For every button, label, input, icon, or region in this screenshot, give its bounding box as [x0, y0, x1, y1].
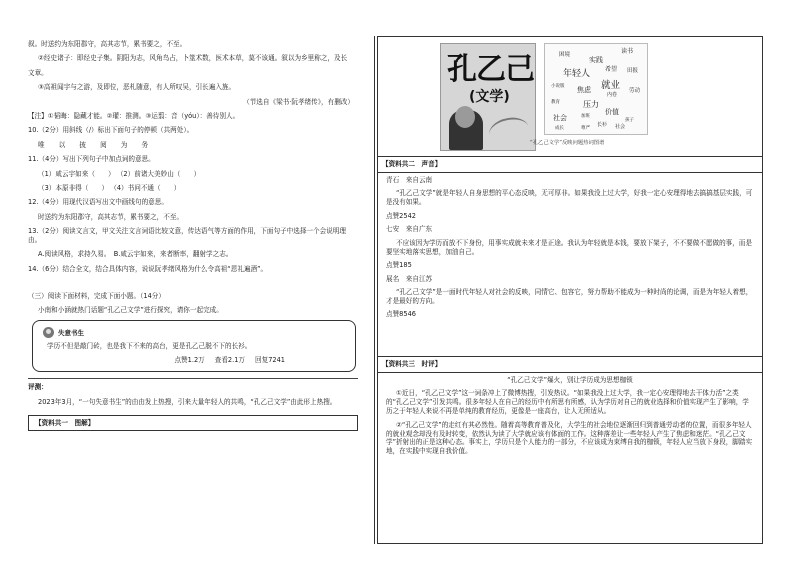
part-3-heading: （三）阅读下面材料，完成下面小题。（14分）	[28, 291, 165, 300]
social-post-card	[32, 320, 356, 372]
commentary-paragraph: ②“孔乙己文学”的走红有其必然性。随着高等教育普及化，大学生的社会地位逐渐回归到普通劳动者的位置，而很多年轻人的就业观念却没有及时转变，依然认为读了大学就应该有体面的工作。这种落差让一些年轻人产生了焦虑和迷茫。“孔乙己文学”折射出的正是这种心态。事实上，学历只是个人能力的一部分，不应该成为束缚自我的枷锁，年轻人应当放下身段，脚踏实地，在实践中实现自我价值。	[386, 420, 753, 456]
commentary	[378, 373, 762, 464]
word-cloud-term: 孩子	[625, 118, 634, 123]
word-cloud-term: 读书	[621, 48, 634, 55]
question-11-d: （4）书问不通（ ）	[110, 183, 181, 192]
question-12-text: 时送约为东阳郡守，高其志节，累书要之，不至。	[38, 212, 184, 221]
material-3-label: 【资料共三 时评】	[378, 357, 762, 373]
scribble-decoration	[487, 114, 532, 148]
question-10: 10.（2分）用斜线（/）标出下面句子的停顿（共两处）。	[28, 126, 194, 135]
word-cloud-term: 压力	[583, 100, 599, 109]
word-cloud	[544, 43, 648, 135]
post-username: 失意书生	[58, 328, 84, 337]
word-cloud-term: 田报	[627, 68, 639, 74]
word-cloud-term: 长衫	[597, 122, 608, 128]
material-1-label: 【资料共一 图解】	[28, 415, 358, 431]
comment-box	[28, 378, 358, 406]
figure-area	[378, 37, 762, 157]
question-11-a: （1）咸云宇如来（ ）	[38, 169, 115, 178]
voice-text: 不应该因为学历而放不下身份，用事实成就未来才是正途。我认为年轻就是本钱，要放下架子，不不要做不愿做的事，而是要坚实地落实思想，加油自己。	[386, 238, 753, 256]
left-column	[28, 40, 358, 431]
word-cloud-term: 教育	[551, 100, 560, 105]
word-cloud-term: 尊严	[581, 126, 590, 131]
material-3	[378, 357, 762, 464]
word-cloud-caption: “孔乙己文学”反映问题热词图谱	[530, 140, 605, 146]
word-cloud-term: 社会	[615, 124, 626, 130]
word-cloud-term: 小说版	[551, 84, 565, 89]
word-cloud-term: 内卷	[607, 92, 618, 98]
word-cloud-term: 年轻人	[563, 69, 591, 79]
material-2	[378, 157, 762, 357]
passage-line: ③高祖闻宇与之游，及即位，恶札随意，有人所叹吴，引长遍入旌。	[38, 83, 236, 92]
post-header	[43, 327, 345, 338]
question-11-items	[28, 184, 358, 193]
right-column	[377, 36, 763, 544]
voice-author: 青石 来自云南	[386, 175, 433, 184]
annotation-note: 【注】①韬晦：隐藏才能。②瓘：推测。③运翦：音（yóu）：善待别人。	[28, 111, 240, 120]
word-cloud-term: 加班	[581, 114, 590, 119]
comment-text: 2023年3月，“一句失意书生”的由由发上热搜，引来大量年轻人的共鸣，“孔乙己文学”由此形上热搜。	[38, 397, 337, 406]
passage-line: ②经史诸子：即经史子集。阴阳为志，风角鸟占，卜筮术数，医术本草，莫不该通。叙以为乡里称之，及长	[38, 54, 348, 63]
passage-source: （节选自《梁书·阮孝绪传》，有删改）	[243, 97, 354, 106]
word-cloud-term: 社会	[553, 114, 567, 122]
likes-count: 点赞1.2万	[174, 356, 205, 365]
question-13: 13.（2分）阅读文言文，甲文关注文言词语比较文意，传达语气等方面的作用，下面句子中选择一个会说明理由。	[28, 227, 346, 244]
passage-line: 叙。时送约为东阳郡守，高其志节，累书要之，不至。	[28, 40, 187, 48]
column-divider	[374, 36, 375, 544]
book-cover-image	[440, 43, 536, 151]
question-11: 11.（4分）写出下列句子中加点词的意思。	[28, 155, 155, 164]
portrait-face	[455, 106, 475, 128]
voice-likes: 点赞8546	[386, 310, 416, 319]
views-count: 查看2.1万	[214, 356, 246, 365]
replies-count: 回复7241	[255, 356, 285, 365]
word-cloud-term: 成长	[555, 126, 564, 131]
question-11-items	[28, 170, 358, 179]
question-14: 14.（6分）结合全文，结合具体内容，说说阮孝绪风格为什么令高祖“恩礼遍酒”。	[28, 264, 268, 273]
material-2-label: 【资料共二 声音】	[378, 157, 762, 173]
word-cloud-term: 价值	[605, 108, 619, 116]
voice-author: 七安 来自广东	[386, 225, 433, 234]
word-cloud-term: 困境	[559, 52, 571, 58]
cover-title: 孔乙己	[447, 52, 534, 87]
voice-likes: 点赞185	[386, 261, 412, 270]
comment-label: 评测：	[28, 383, 48, 392]
voices-list	[378, 173, 762, 327]
question-12: 12.（4分）用现代汉语写出文中画线句的意思。	[28, 198, 168, 207]
post-stats	[43, 356, 345, 365]
voice-text: “孔乙己文学”就是年轻人自身思想的平心态反映，无可厚非。如果我没上过大学，好我一定心安理得地去搞搞基层实践，可是没有如果。	[386, 189, 753, 207]
voice-author: 展名 来自江苏	[386, 274, 433, 283]
part-3-intro: 小南和小涵就热门话题“孔乙己文学”进行探究，请你一起完成。	[38, 306, 223, 315]
cover-subtitle: (文学)	[469, 89, 510, 105]
commentary-title: “孔乙己文学”爆火，别让学历成为思想枷锁	[507, 375, 633, 384]
word-cloud-term: 劳动	[629, 88, 641, 94]
word-cloud-term: 就业	[601, 80, 621, 91]
question-11-c: （3）本原非得（ ）	[38, 183, 109, 192]
word-cloud-term: 实践	[589, 56, 603, 64]
voice-likes: 点赞2542	[386, 211, 416, 220]
passage-line: 文章。	[28, 68, 48, 77]
question-10-text: 唯 以 披 阅 为 务	[38, 140, 151, 149]
word-cloud-term: 焦虑	[577, 86, 591, 94]
voice-text: “孔乙己文学”是一面时代年轻人对社会的反映，同情它、包容它，努力帮助不能成为一种时尚的论调，而是为年轻人着想，才是最好的方向。	[386, 288, 753, 305]
avatar	[43, 327, 54, 338]
commentary-paragraph: ①近日，“孔乙己文学”这一词条冲上了微博热搜，引发热议。“如果我没上过大学，我一定心安理得地去干体力活”之类的“孔乙己文学”引发共鸣。很多年轻人在自己的经历中有所思有所感，认为学历对自己的就业选择和价值实现产生了影响，学历之于年轻人来说不再是单纯的教育经历，更像是一座高台，让人无所适从。	[386, 389, 749, 416]
question-13-options: A.阅读风格，求持久易。 B.咸云宇如来，来者断率，翻射学之志。	[38, 250, 233, 259]
word-cloud-term: 希望	[605, 66, 618, 73]
question-11-b: （2）前诸大美妙山（ ）	[116, 169, 201, 178]
post-text: 学历不但是敲门砖，也是我下不来的高台，更是孔乙己脱不下的长衫。	[47, 342, 252, 351]
